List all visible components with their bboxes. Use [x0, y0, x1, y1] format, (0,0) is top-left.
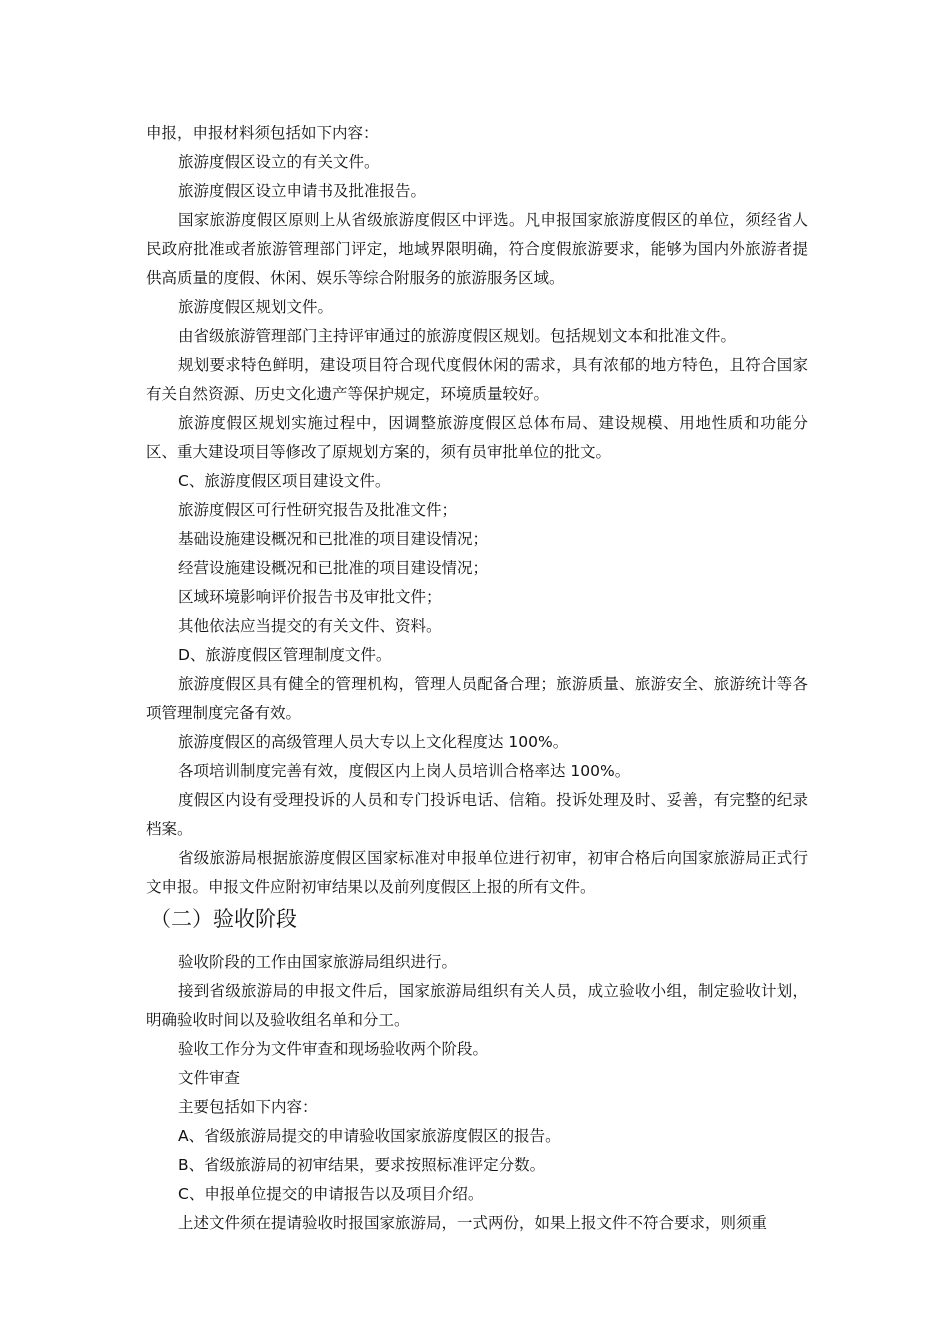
- paragraph: 申报，申报材料须包括如下内容：: [146, 124, 379, 142]
- paragraph: 国家旅游度假区原则上从省级旅游度假区中评选。凡申报国家旅游度假区的单位，须经省人民政府批准或者旅游管理部门评定，地域界限明确，符合度假旅游要求，能够为国内外旅游者提供高质量的度假、休闲、娱乐等综合附服务的旅游服务区域。: [146, 211, 808, 287]
- paragraph: 验收阶段的工作由国家旅游局组织进行。: [178, 953, 458, 971]
- paragraph: A、省级旅游局提交的申请验收国家旅游度假区的报告。: [178, 1127, 561, 1145]
- document-body-top: [146, 119, 808, 902]
- paragraph: 各项培训制度完善有效，度假区内上岗人员培训合格率达 100%。: [178, 762, 631, 780]
- paragraph: 其他依法应当提交的有关文件、资料。: [178, 617, 442, 635]
- document-body-bottom: [146, 948, 808, 1238]
- paragraph: 旅游度假区可行性研究报告及批准文件；: [178, 501, 458, 519]
- document-page: [146, 119, 808, 1238]
- paragraph: C、申报单位提交的申请报告以及项目介绍。: [178, 1185, 484, 1203]
- section-heading: （二）验收阶段: [150, 907, 297, 931]
- heading-spacer: [146, 936, 808, 948]
- paragraph: 旅游度假区规划文件。: [178, 298, 334, 316]
- paragraph: 由省级旅游管理部门主持评审通过的旅游度假区规划。包括规划文本和批准文件。: [178, 327, 737, 345]
- paragraph: 规划要求特色鲜明，建设项目符合现代度假休闲的需求，具有浓郁的地方特色，且符合国家有关自然资源、历史文化遗产等保护规定，环境质量较好。: [146, 356, 808, 403]
- paragraph: 度假区内设有受理投诉的人员和专门投诉电话、信箱。投诉处理及时、妥善，有完整的纪录档案。: [146, 791, 808, 838]
- paragraph: 省级旅游局根据旅游度假区国家标准对申报单位进行初审，初审合格后向国家旅游局正式行文申报。申报文件应附初审结果以及前列度假区上报的所有文件。: [146, 849, 808, 896]
- paragraph: 旅游度假区设立申请书及批准报告。: [178, 182, 427, 200]
- paragraph: 经营设施建设概况和已批准的项目建设情况；: [178, 559, 489, 577]
- paragraph: 文件审查: [178, 1069, 241, 1087]
- paragraph: D、旅游度假区管理制度文件。: [178, 646, 392, 664]
- paragraph: C、旅游度假区项目建设文件。: [178, 472, 391, 490]
- paragraph: B、省级旅游局的初审结果，要求按照标准评定分数。: [178, 1156, 546, 1174]
- paragraph: 接到省级旅游局的申报文件后，国家旅游局组织有关人员，成立验收小组，制定验收计划，明确验收时间以及验收组名单和分工。: [146, 982, 808, 1029]
- paragraph: 上述文件须在提请验收时报国家旅游局，一式两份，如果上报文件不符合要求，则须重: [178, 1214, 768, 1232]
- paragraph: 验收工作分为文件审查和现场验收两个阶段。: [178, 1040, 489, 1058]
- paragraph: 旅游度假区设立的有关文件。: [178, 153, 380, 171]
- paragraph: 基础设施建设概况和已批准的项目建设情况；: [178, 530, 489, 548]
- paragraph: 旅游度假区规划实施过程中，因调整旅游度假区总体布局、建设规模、用地性质和功能分区、重大建设项目等修改了原规划方案的，须有员审批单位的批文。: [146, 414, 808, 461]
- paragraph: 主要包括如下内容：: [178, 1098, 318, 1116]
- paragraph: 区域环境影响评价报告书及审批文件；: [178, 588, 442, 606]
- paragraph: 旅游度假区的高级管理人员大专以上文化程度达 100%。: [178, 733, 569, 751]
- paragraph: 旅游度假区具有健全的管理机构，管理人员配备合理；旅游质量、旅游安全、旅游统计等各项管理制度完备有效。: [146, 675, 808, 722]
